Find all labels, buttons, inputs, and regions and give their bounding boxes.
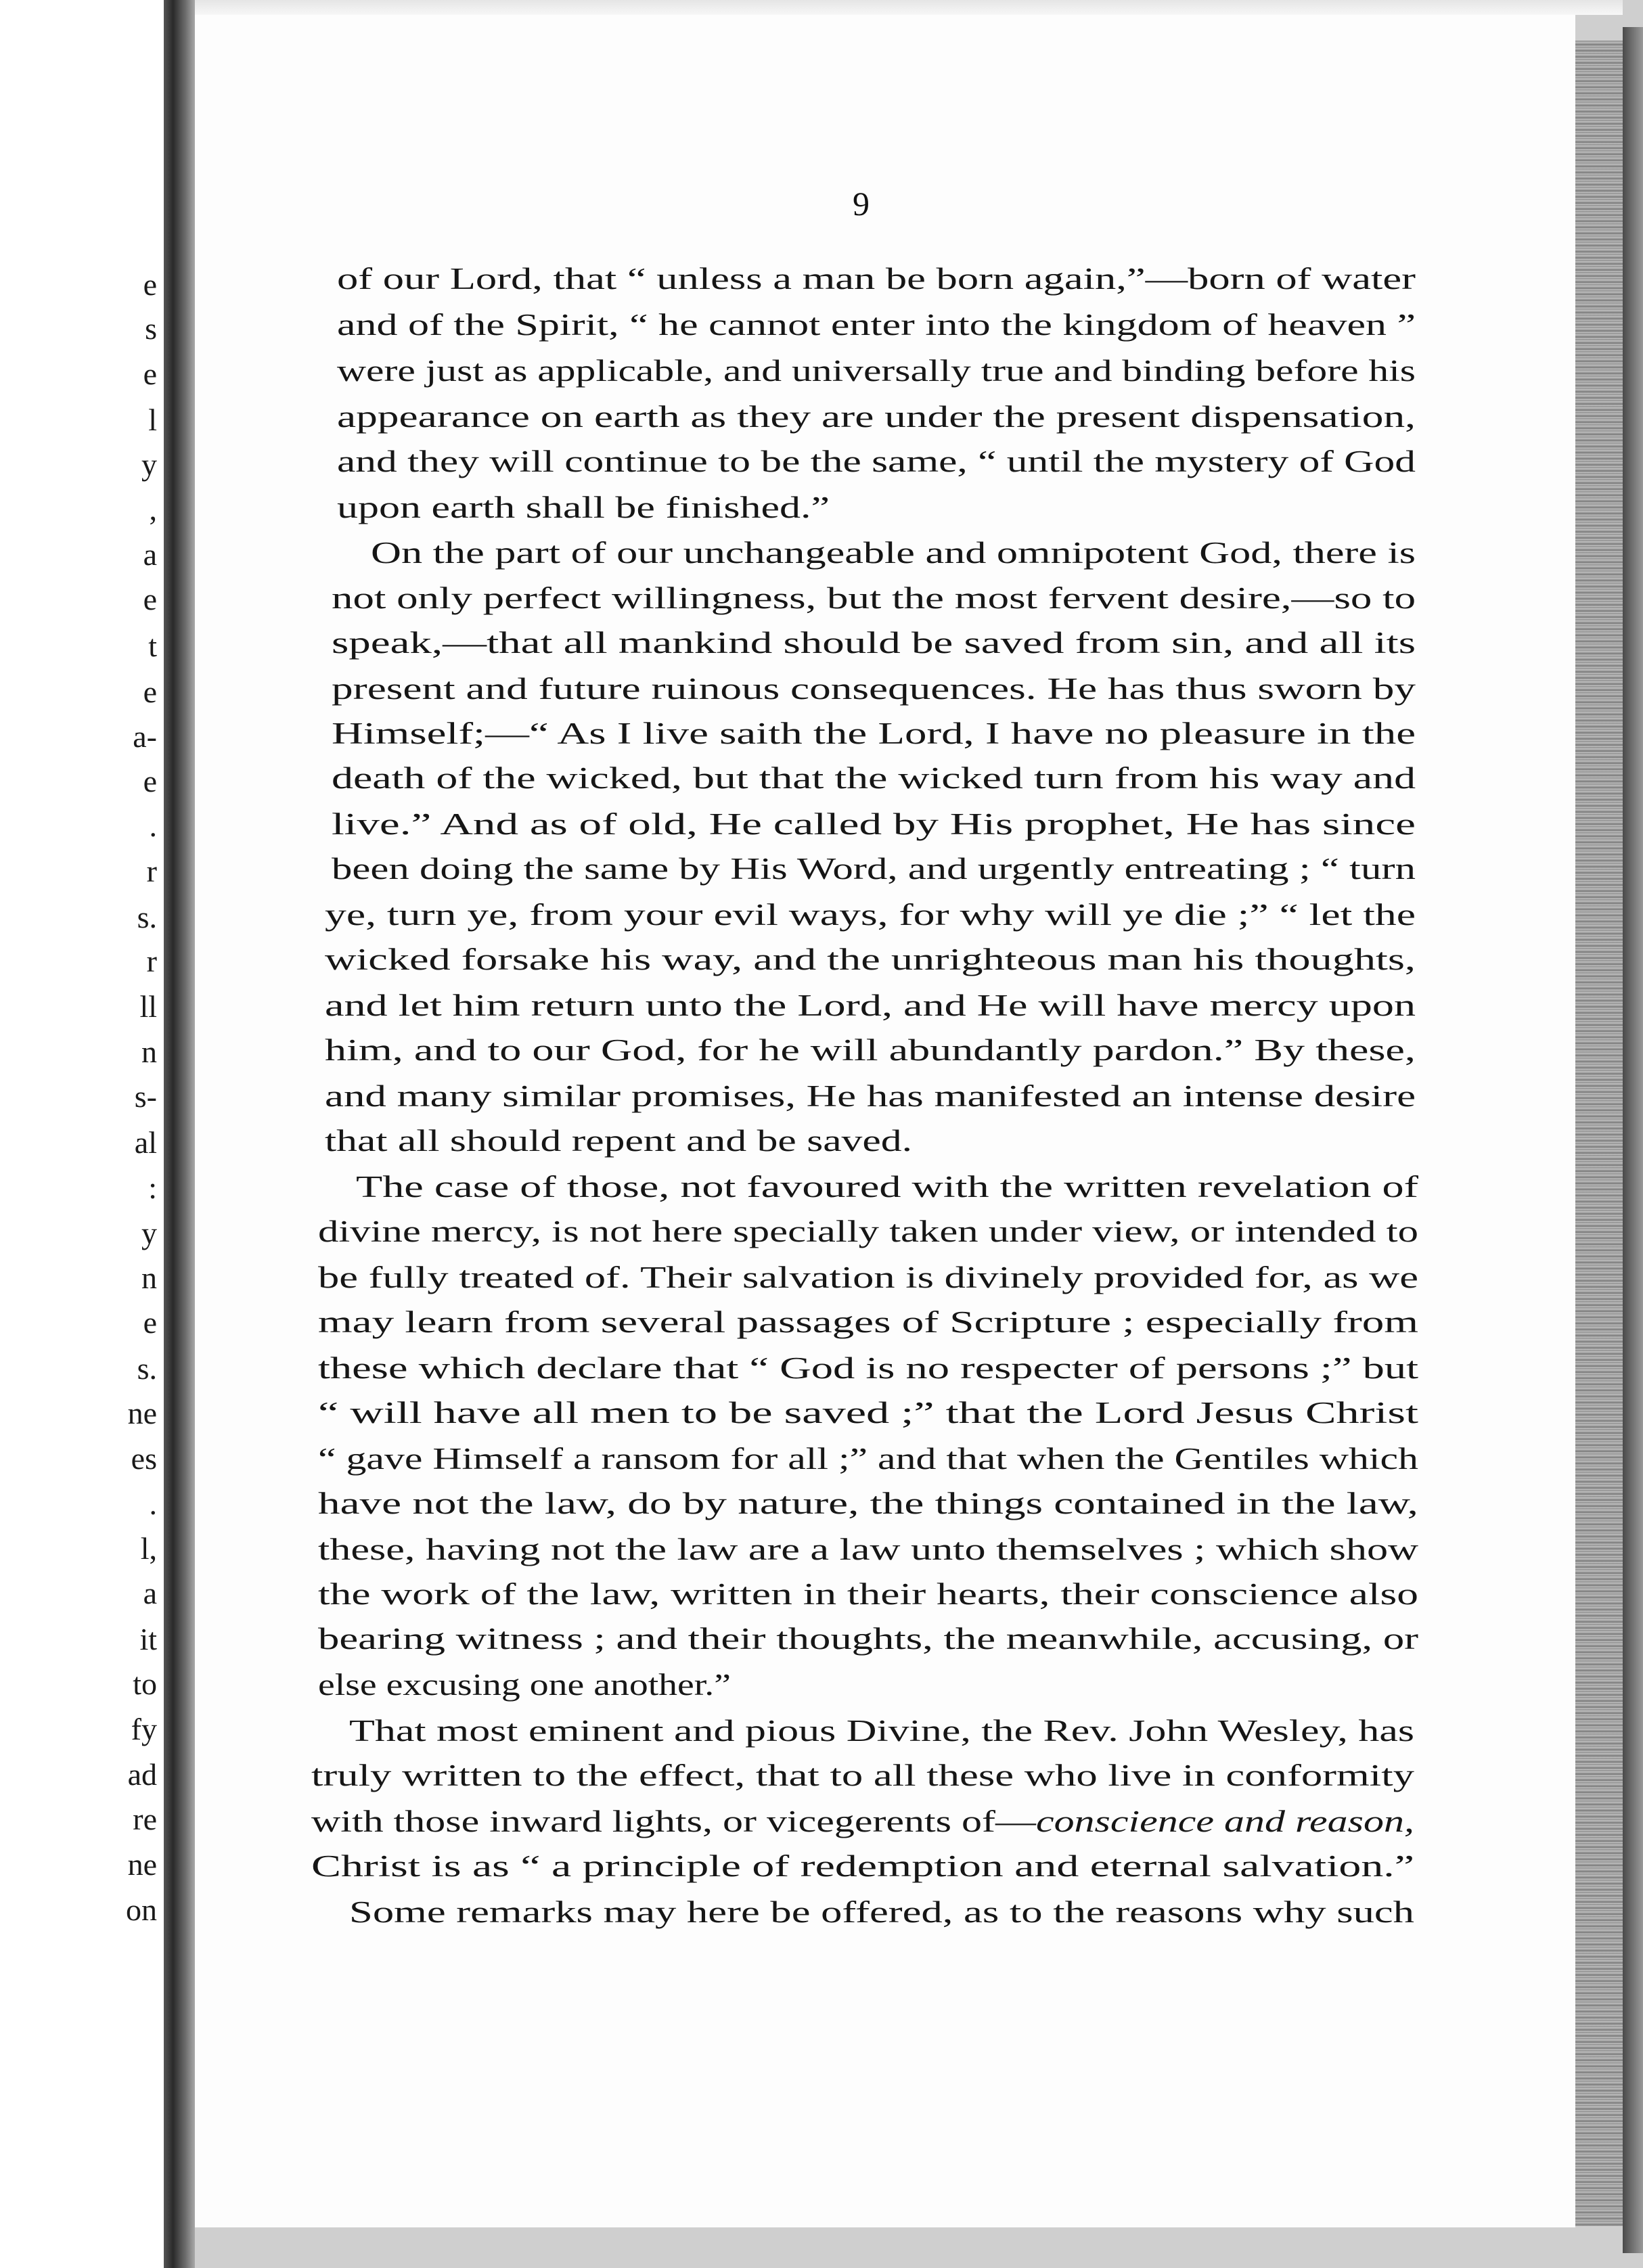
italic-phrase: conscience and reason, [1035, 1805, 1414, 1838]
previous-page-fragment: s. [137, 900, 157, 934]
text-line [349, 1716, 1414, 1746]
previous-page-fragment: e [143, 675, 157, 709]
previous-page-fragment: e [143, 357, 157, 391]
previous-page-fragment: it [139, 1622, 157, 1656]
text-line-content: that all should repent and be saved. [325, 1124, 912, 1158]
text-line-content: appearance on earth as they are under the present dispensation, [337, 400, 1416, 434]
text-line-content: been doing the same by His Word, and urgently entreating ; “ turn [332, 852, 1416, 886]
text-line-content: death of the wicked, but that the wicked turn from his way and [332, 761, 1416, 795]
previous-page-fragment: a- [133, 719, 157, 754]
text-line-content: not only perfect willingness, but the most fervent desire,—so to [332, 581, 1416, 615]
previous-page-fragment: e [143, 1305, 157, 1340]
text-line [318, 1535, 1418, 1565]
text-line-content: and they will continue to be the same, “ until the mystery of God [337, 445, 1416, 478]
previous-page-fragment: r [146, 944, 157, 978]
text-line-content: may learn from several passages of Scripture ; especially from [318, 1305, 1419, 1339]
text-line-content: ye, turn ye, from your evil ways, for why will ye die ;” “ let the [325, 898, 1416, 932]
text-line-content: “ gave Himself a ransom for all ;” and that when the Gentiles which [318, 1442, 1418, 1476]
text-line-content: bearing witness ; and their thoughts, the meanwhile, accusing, or [318, 1622, 1419, 1656]
book-gutter [164, 0, 195, 2268]
previous-page-fragment: fy [131, 1712, 157, 1746]
previous-page-fragment: on [126, 1892, 157, 1927]
text-line [349, 1897, 1414, 1928]
text-line-content: the work of the law, written in their hearts, their conscience also [318, 1577, 1418, 1611]
text-line [337, 264, 1416, 294]
text-line [332, 854, 1416, 884]
previous-page-fragment: e [143, 764, 157, 798]
text-line-content: speak,—that all mankind should be saved from sin, and all its [332, 626, 1416, 660]
text-line [325, 1081, 1416, 1112]
text-line [337, 493, 830, 523]
text-line [318, 1624, 1418, 1654]
text-line-content: The case of those, not favoured with the written revelation of [356, 1170, 1418, 1204]
text-line [337, 447, 1416, 477]
text-line [311, 1761, 1414, 1791]
text-line [332, 763, 1416, 794]
previous-page-fragment: e [143, 582, 157, 616]
page-top-margin [195, 0, 1623, 15]
text-line-content: “ will have all men to be saved ;” that the Lord Jesus Christ [318, 1396, 1418, 1430]
previous-page-fragment: y [141, 447, 157, 482]
previous-page-fragment: es [131, 1441, 157, 1476]
text-line-content: of our Lord, that “ unless a man be born again,”—born of water [337, 262, 1416, 296]
previous-page-fragment: to [133, 1666, 157, 1701]
previous-page-fragment: y [141, 1216, 157, 1250]
previous-page-fragment: al [134, 1125, 157, 1160]
text-line-content: and many similar promises, He has manifested an intense desire [325, 1079, 1416, 1113]
page-number: 9 [853, 185, 870, 223]
text-line [311, 1851, 1414, 1882]
text-line-content: divine mercy, is not here specially taken under view, or intended to [318, 1215, 1418, 1248]
text-line-content: wicked forsake his way, and the unrighteous man his thoughts, [325, 943, 1416, 976]
text-line-content: That most eminent and pious Divine, the Rev. John Wesley, has [349, 1714, 1414, 1748]
previous-page-fragment: ne [127, 1847, 157, 1882]
previous-page-fragment: a [143, 537, 157, 572]
text-line [318, 1353, 1418, 1384]
text-line [325, 1035, 1416, 1066]
text-line [325, 991, 1416, 1021]
previous-page-fragment: a [143, 1576, 157, 1610]
text-line [318, 1217, 1418, 1247]
previous-page-fragment: ne [127, 1396, 157, 1430]
text-line [311, 1807, 1414, 1837]
text-line-content: On the part of our unchangeable and omnipotent God, there is [371, 536, 1416, 570]
previous-page-fragment: re [133, 1802, 157, 1836]
previous-page-fragment: ad [127, 1757, 157, 1792]
text-line-content: else excusing one another.” [318, 1668, 731, 1702]
text-line-content: truly written to the effect, that to all these who live in conformity [311, 1759, 1414, 1792]
text-line-content: present and future ruinous consequences. He has thus sworn by [332, 672, 1416, 706]
text-line [318, 1307, 1418, 1338]
text-line [337, 356, 1416, 386]
text-line [332, 583, 1416, 614]
previous-page-fragment: s. [137, 1351, 157, 1386]
text-line [337, 310, 1416, 340]
text-line-content: and of the Spirit, “ he cannot enter into the kingdom of heaven ” [337, 308, 1416, 342]
text-line [318, 1670, 731, 1700]
previous-page-fragment: , [149, 492, 157, 526]
previous-page-fragment: ll [139, 989, 157, 1024]
page-stack-edge [1575, 41, 1623, 2226]
previous-page-fragment: . [149, 1487, 157, 1521]
previous-page-fragment: s- [134, 1079, 157, 1114]
previous-page-fragment: e [143, 267, 157, 302]
previous-page-fragment: l [148, 403, 157, 437]
previous-page-fragment: n [141, 1035, 157, 1069]
text-line-content: Some remarks may here be offered, as to the reasons why such [349, 1895, 1414, 1929]
text-line [318, 1398, 1418, 1428]
text-line [337, 402, 1416, 432]
text-line [371, 538, 1416, 568]
text-line-content: with those inward lights, or vicegerents of— [311, 1805, 1036, 1838]
text-line-content: these, having not the law are a law unto themselves ; which show [318, 1533, 1419, 1566]
previous-page-fragment: r [146, 854, 157, 888]
text-line-content: were just as applicable, and universally true and binding before his [337, 354, 1416, 388]
text-line-content: Himself;—“ As I live saith the Lord, I have no pleasure in the [332, 717, 1416, 750]
text-line [356, 1172, 1418, 1202]
previous-page-fragment: : [148, 1171, 157, 1205]
text-line [318, 1263, 1418, 1293]
text-line-content: Christ is as “ a principle of redemption and eternal salvation.” [311, 1849, 1415, 1883]
text-line [332, 628, 1416, 658]
previous-page-fragment: t [148, 629, 157, 663]
text-line [325, 900, 1416, 930]
text-line [318, 1444, 1418, 1474]
text-line [332, 809, 1416, 840]
page-edge-shadow [1623, 27, 1643, 2253]
previous-page-fragment: n [141, 1261, 157, 1295]
text-line [332, 719, 1416, 749]
text-line-content: live.” And as of old, He called by His prophet, He has since [332, 807, 1416, 841]
text-line [325, 1126, 912, 1156]
text-line-content: have not the law, do by nature, the things contained in the law, [318, 1487, 1418, 1520]
text-line [318, 1579, 1418, 1610]
previous-page-fragment: s [145, 311, 157, 346]
previous-page-fragment: l, [140, 1531, 157, 1566]
text-line-content: him, and to our God, for he will abundantly pardon.” By these, [325, 1033, 1416, 1067]
text-line-content: upon earth shall be finished.” [337, 491, 830, 524]
text-line-content: be fully treated of. Their salvation is divinely provided for, as we [318, 1261, 1419, 1294]
text-line-content: these which declare that “ God is no respecter of persons ;” but [318, 1351, 1419, 1385]
text-line [332, 674, 1416, 704]
previous-page-edge [0, 0, 164, 2268]
text-line [318, 1489, 1418, 1519]
text-line [325, 945, 1416, 975]
text-line-content: and let him return unto the Lord, and He will have mercy upon [325, 989, 1416, 1022]
previous-page-fragment: . [149, 809, 157, 843]
